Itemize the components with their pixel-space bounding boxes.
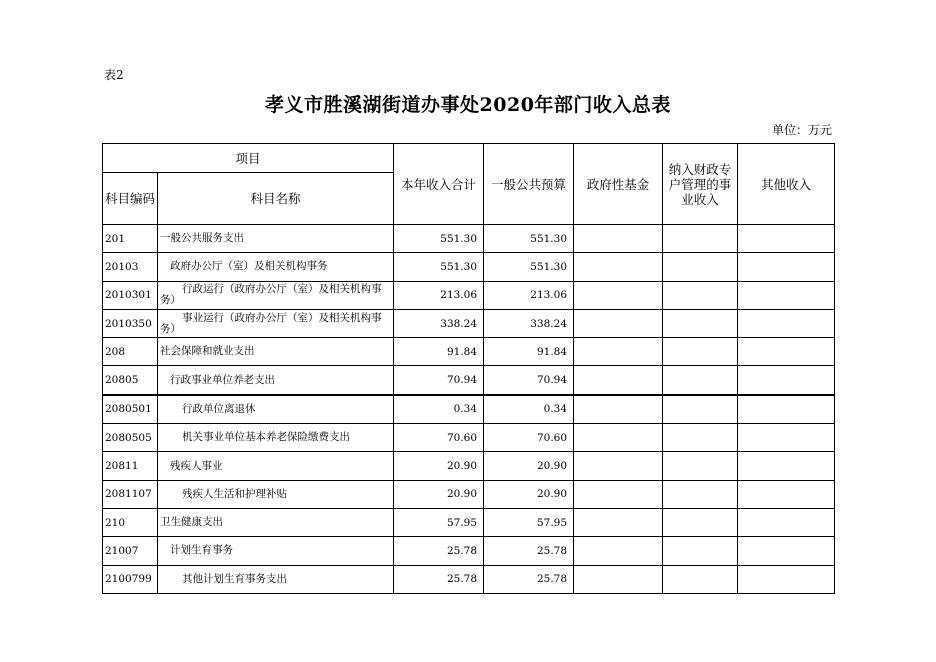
row-gov-fund xyxy=(574,366,663,395)
row-gov-fund xyxy=(574,565,663,593)
row-general-budget: 551.30 xyxy=(484,253,574,281)
header-gov-fund: 政府性基金 xyxy=(574,144,663,225)
table-row xyxy=(103,366,835,395)
header-total: 本年收入合计 xyxy=(394,144,484,225)
table-row xyxy=(103,480,835,508)
row-total: 25.78 xyxy=(394,537,484,565)
row-other xyxy=(738,281,835,309)
row-code: 21007 xyxy=(103,537,158,565)
row-name: 行政事业单位养老支出 xyxy=(158,366,394,395)
row-name: 社会保障和就业支出 xyxy=(158,338,394,366)
row-name: 行政单位离退休 xyxy=(158,395,394,424)
row-special-account xyxy=(663,338,738,366)
row-general-budget: 551.30 xyxy=(484,225,574,253)
table-row xyxy=(103,508,835,536)
row-general-budget: 70.94 xyxy=(484,366,574,395)
row-special-account xyxy=(663,225,738,253)
row-gov-fund xyxy=(574,253,663,281)
income-table xyxy=(102,143,835,594)
row-general-budget: 338.24 xyxy=(484,309,574,337)
row-general-budget: 25.78 xyxy=(484,565,574,593)
row-general-budget: 70.60 xyxy=(484,424,574,452)
row-special-account xyxy=(663,424,738,452)
row-special-account xyxy=(663,281,738,309)
row-other xyxy=(738,338,835,366)
row-total: 57.95 xyxy=(394,508,484,536)
row-other xyxy=(738,424,835,452)
table-row xyxy=(103,338,835,366)
header-other: 其他收入 xyxy=(738,144,835,225)
row-code: 20811 xyxy=(103,452,158,480)
row-special-account xyxy=(663,480,738,508)
row-code: 2080501 xyxy=(103,395,158,424)
table-row xyxy=(103,424,835,452)
row-name: 事业运行（政府办公厅（室）及相关机构事务） xyxy=(158,309,394,337)
table-row xyxy=(103,281,835,309)
row-name: 其他计划生育事务支出 xyxy=(158,565,394,593)
table-row xyxy=(103,395,835,424)
row-name: 残疾人事业 xyxy=(158,452,394,480)
row-code: 2010301 xyxy=(103,281,158,309)
row-code: 20103 xyxy=(103,253,158,281)
row-code: 2010350 xyxy=(103,309,158,337)
row-other xyxy=(738,480,835,508)
row-total: 91.84 xyxy=(394,338,484,366)
row-total: 213.06 xyxy=(394,281,484,309)
row-other xyxy=(738,253,835,281)
row-gov-fund xyxy=(574,508,663,536)
row-gov-fund xyxy=(574,452,663,480)
row-total: 25.78 xyxy=(394,565,484,593)
row-other xyxy=(738,366,835,395)
row-special-account xyxy=(663,452,738,480)
table-row xyxy=(103,537,835,565)
row-general-budget: 25.78 xyxy=(484,537,574,565)
page-title: 孝义市胜溪湖街道办事处2020年部门收入总表 xyxy=(265,94,671,116)
row-code: 20805 xyxy=(103,366,158,395)
row-name: 卫生健康支出 xyxy=(158,508,394,536)
row-total: 70.60 xyxy=(394,424,484,452)
header-project: 项目 xyxy=(103,144,394,173)
row-code: 2100799 xyxy=(103,565,158,593)
row-other xyxy=(738,395,835,424)
table-row xyxy=(103,225,835,253)
row-code: 2080505 xyxy=(103,424,158,452)
row-general-budget: 91.84 xyxy=(484,338,574,366)
row-total: 551.30 xyxy=(394,225,484,253)
row-special-account xyxy=(663,508,738,536)
row-code: 201 xyxy=(103,225,158,253)
row-special-account xyxy=(663,309,738,337)
row-special-account xyxy=(663,395,738,424)
row-total: 20.90 xyxy=(394,452,484,480)
row-special-account xyxy=(663,565,738,593)
row-general-budget: 57.95 xyxy=(484,508,574,536)
row-name: 计划生育事务 xyxy=(158,537,394,565)
row-total: 551.30 xyxy=(394,253,484,281)
row-gov-fund xyxy=(574,338,663,366)
table-row xyxy=(103,253,835,281)
row-other xyxy=(738,508,835,536)
row-code: 210 xyxy=(103,508,158,536)
row-special-account xyxy=(663,366,738,395)
row-name: 残疾人生活和护理补贴 xyxy=(158,480,394,508)
unit-label: 单位：万元 xyxy=(771,123,832,137)
row-gov-fund xyxy=(574,309,663,337)
row-gov-fund xyxy=(574,395,663,424)
sheet-label: 表2 xyxy=(104,68,124,82)
row-name: 政府办公厅（室）及相关机构事务 xyxy=(158,253,394,281)
row-other xyxy=(738,225,835,253)
table-row xyxy=(103,309,835,337)
table-row xyxy=(103,452,835,480)
row-total: 0.34 xyxy=(394,395,484,424)
row-other xyxy=(738,309,835,337)
row-gov-fund xyxy=(574,424,663,452)
row-special-account xyxy=(663,253,738,281)
row-special-account xyxy=(663,537,738,565)
row-code: 208 xyxy=(103,338,158,366)
header-name: 科目名称 xyxy=(158,173,394,225)
row-other xyxy=(738,452,835,480)
row-name: 一般公共服务支出 xyxy=(158,225,394,253)
row-other xyxy=(738,537,835,565)
row-general-budget: 0.34 xyxy=(484,395,574,424)
row-general-budget: 20.90 xyxy=(484,452,574,480)
row-total: 20.90 xyxy=(394,480,484,508)
header-general-budget: 一般公共预算 xyxy=(484,144,574,225)
header-code: 科目编码 xyxy=(103,173,158,225)
row-other xyxy=(738,565,835,593)
header-special-account: 纳入财政专户管理的事业收入 xyxy=(663,144,738,225)
row-name: 机关事业单位基本养老保险缴费支出 xyxy=(158,424,394,452)
row-gov-fund xyxy=(574,480,663,508)
row-gov-fund xyxy=(574,225,663,253)
table-row xyxy=(103,565,835,593)
row-name: 行政运行（政府办公厅（室）及相关机构事务） xyxy=(158,281,394,309)
row-total: 70.94 xyxy=(394,366,484,395)
row-code: 2081107 xyxy=(103,480,158,508)
row-gov-fund xyxy=(574,537,663,565)
row-total: 338.24 xyxy=(394,309,484,337)
row-gov-fund xyxy=(574,281,663,309)
row-general-budget: 20.90 xyxy=(484,480,574,508)
row-general-budget: 213.06 xyxy=(484,281,574,309)
